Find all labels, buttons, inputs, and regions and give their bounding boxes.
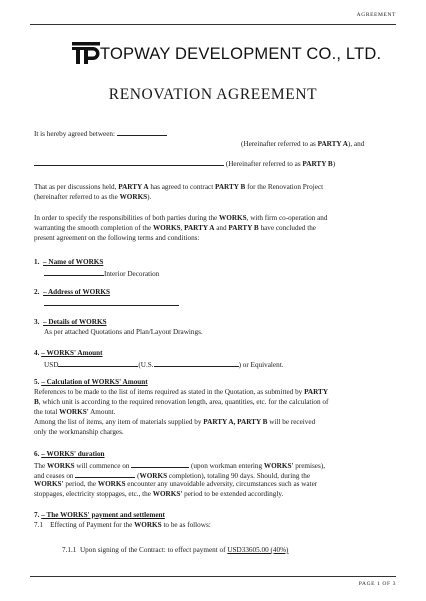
works-label: WORKS' xyxy=(34,480,64,488)
works-label: WORKS' xyxy=(263,462,294,470)
amount-words-blank xyxy=(154,359,239,367)
section-number: 6. xyxy=(34,450,40,458)
party-a-label: PARTY A xyxy=(118,183,149,191)
party-b-label: PARTY B xyxy=(215,183,246,191)
text: have concluded the xyxy=(258,224,316,232)
section-6-heading xyxy=(34,450,105,459)
section-number: 7. xyxy=(34,511,40,519)
party-a-note xyxy=(241,140,364,149)
text: Effecting of Payment for the xyxy=(50,521,135,529)
text: completion), totaling 90 days. Should, during the xyxy=(167,472,311,480)
section-4-heading xyxy=(34,349,103,358)
start-date-blank xyxy=(131,460,189,468)
text: premises), xyxy=(293,462,325,470)
section-7-1-1 xyxy=(62,546,288,555)
note-text: (Hereinafter referred to as xyxy=(225,160,303,168)
para1-line2 xyxy=(34,193,151,202)
text: , with firm co-operation and xyxy=(246,214,328,222)
section-5-heading xyxy=(34,378,148,387)
para2-line2 xyxy=(34,224,316,233)
item-number: 7.1.1 xyxy=(62,546,77,554)
text: ). xyxy=(147,193,152,201)
works-label: WORKS xyxy=(139,472,168,480)
text: encounter any unavoidable adversity, circumstances such as water xyxy=(125,480,318,488)
para2-line3: present agreement on the following terms and conditions: xyxy=(34,234,200,242)
section-number: 2. xyxy=(34,288,40,296)
party-b-label: PARTY B xyxy=(228,224,259,232)
party-b-label: B xyxy=(34,398,39,406)
section-number: 4. xyxy=(34,349,40,357)
works-label: WORKS xyxy=(152,224,181,232)
works-label: WORKS xyxy=(46,462,75,470)
currency-label: USD xyxy=(44,361,59,369)
para2-line1 xyxy=(34,214,327,223)
note-text: ) xyxy=(332,160,336,168)
text: In order to specify the responsibilities of both parties during the xyxy=(34,214,220,222)
section-title: – Details of WORKS xyxy=(42,318,107,326)
works-name: Interior Decoration xyxy=(104,270,160,278)
section-1-heading xyxy=(34,258,103,267)
intro-line xyxy=(34,128,167,139)
text: has agreed to contract xyxy=(148,183,215,191)
section-title: – Address of WORKS xyxy=(42,288,111,296)
text: and ceases on xyxy=(34,472,76,480)
works-label: WORKS' xyxy=(152,490,183,498)
section-3-text: As per attached Quotations and Plan/Layout Drawings. xyxy=(44,328,203,336)
tp-monogram-icon xyxy=(72,42,100,64)
text: period, the xyxy=(63,480,98,488)
text: , xyxy=(180,224,185,232)
section-6-line3 xyxy=(34,480,317,489)
text: The xyxy=(34,462,47,470)
section-number: 3. xyxy=(34,318,40,326)
text: the total xyxy=(34,408,60,416)
page-number: PAGE 1 OF 3 xyxy=(358,581,396,587)
document-title: RENOVATION AGREEMENT xyxy=(108,86,318,103)
works-label: WORKS xyxy=(119,193,148,201)
text: References to be made to the list of items required as stated in the Quotation, as submitted by xyxy=(34,388,305,396)
party-b-label: PARTY B xyxy=(302,160,333,168)
section-2-value xyxy=(44,298,179,309)
section-6-line4 xyxy=(34,490,283,499)
text: , which unit is according to the required renovation length, area, quantities, etc. for the calculation of xyxy=(38,398,329,406)
section-5-line4 xyxy=(34,418,315,427)
section-2-heading xyxy=(34,288,110,297)
text: and xyxy=(214,224,229,232)
text: (U.S. xyxy=(138,361,154,369)
blank-line xyxy=(44,268,104,276)
section-title: – WORKS' duration xyxy=(41,450,105,458)
section-3-heading xyxy=(34,318,107,327)
section-1-value xyxy=(44,268,159,279)
page-footer xyxy=(30,576,396,587)
works-label: WORKS' xyxy=(59,408,89,416)
header-label: AGREEMENT xyxy=(356,12,396,18)
works-label: WORKS xyxy=(219,214,247,222)
text: period to be extended accordingly. xyxy=(182,490,284,498)
section-title: – Name of WORKS xyxy=(42,258,104,266)
section-5-line2 xyxy=(34,398,328,407)
text: will be received xyxy=(267,418,316,426)
party-b-blank xyxy=(34,158,224,166)
section-title: – WORKS' Amount xyxy=(41,349,103,357)
party-a-label: PARTY A xyxy=(317,140,348,148)
section-number: 1. xyxy=(34,258,40,266)
text: ) or Equivalent. xyxy=(238,361,284,369)
section-4-amount-line xyxy=(44,359,284,370)
note-text: (Hereinafter referred to as xyxy=(241,140,318,148)
works-label: WORKS xyxy=(97,480,126,488)
para1-line1 xyxy=(34,183,323,192)
parties-label: PARTY A, PARTY B xyxy=(203,418,268,426)
address-blank xyxy=(44,298,179,306)
party-a-blank xyxy=(117,128,167,136)
text: for the Renovation Project xyxy=(245,183,324,191)
intro-agreed: It is hereby agreed between: xyxy=(34,130,116,138)
party-a-label: PARTY A xyxy=(184,224,215,232)
text: Amount. xyxy=(88,408,116,416)
text: warranting the smooth completion of the xyxy=(34,224,153,232)
text: That as per discussions held, xyxy=(34,183,119,191)
end-date-blank xyxy=(75,470,135,478)
text: Upon signing of the Contract: to effect payment of xyxy=(79,546,228,554)
text: ( xyxy=(135,472,140,480)
page-header xyxy=(30,10,396,25)
company-name: TOPWAY DEVELOPMENT CO., LTD. xyxy=(100,45,382,63)
amount-blank xyxy=(58,359,138,367)
note-text: ), and xyxy=(347,140,365,148)
text: (upon workman entering xyxy=(189,462,264,470)
text: stoppages, electricity stoppages, etc., the xyxy=(34,490,153,498)
party-b-line xyxy=(34,158,335,169)
section-title: – Calculation of WORKS' Amount xyxy=(41,378,148,386)
section-7-heading xyxy=(34,511,165,520)
text: will commence on xyxy=(74,462,132,470)
text: (hereinafter referred to as the xyxy=(34,193,120,201)
text: to be as follows: xyxy=(161,521,211,529)
section-number: 5. xyxy=(34,378,40,386)
section-5-line5: only the workmanship charges. xyxy=(34,428,124,436)
text: Among the list of items, any item of materials supplied by xyxy=(34,418,204,426)
section-title: – The WORKS' payment and settlement xyxy=(41,511,165,519)
payment-amount: USD33605.00 (40%) xyxy=(227,546,289,554)
section-7-1 xyxy=(34,521,211,530)
section-5-line3 xyxy=(34,408,115,417)
party-b-label: PARTY xyxy=(304,388,329,396)
works-label: WORKS xyxy=(134,521,162,529)
section-5-line1 xyxy=(34,388,328,397)
subsection-number: 7.1 xyxy=(34,521,43,529)
